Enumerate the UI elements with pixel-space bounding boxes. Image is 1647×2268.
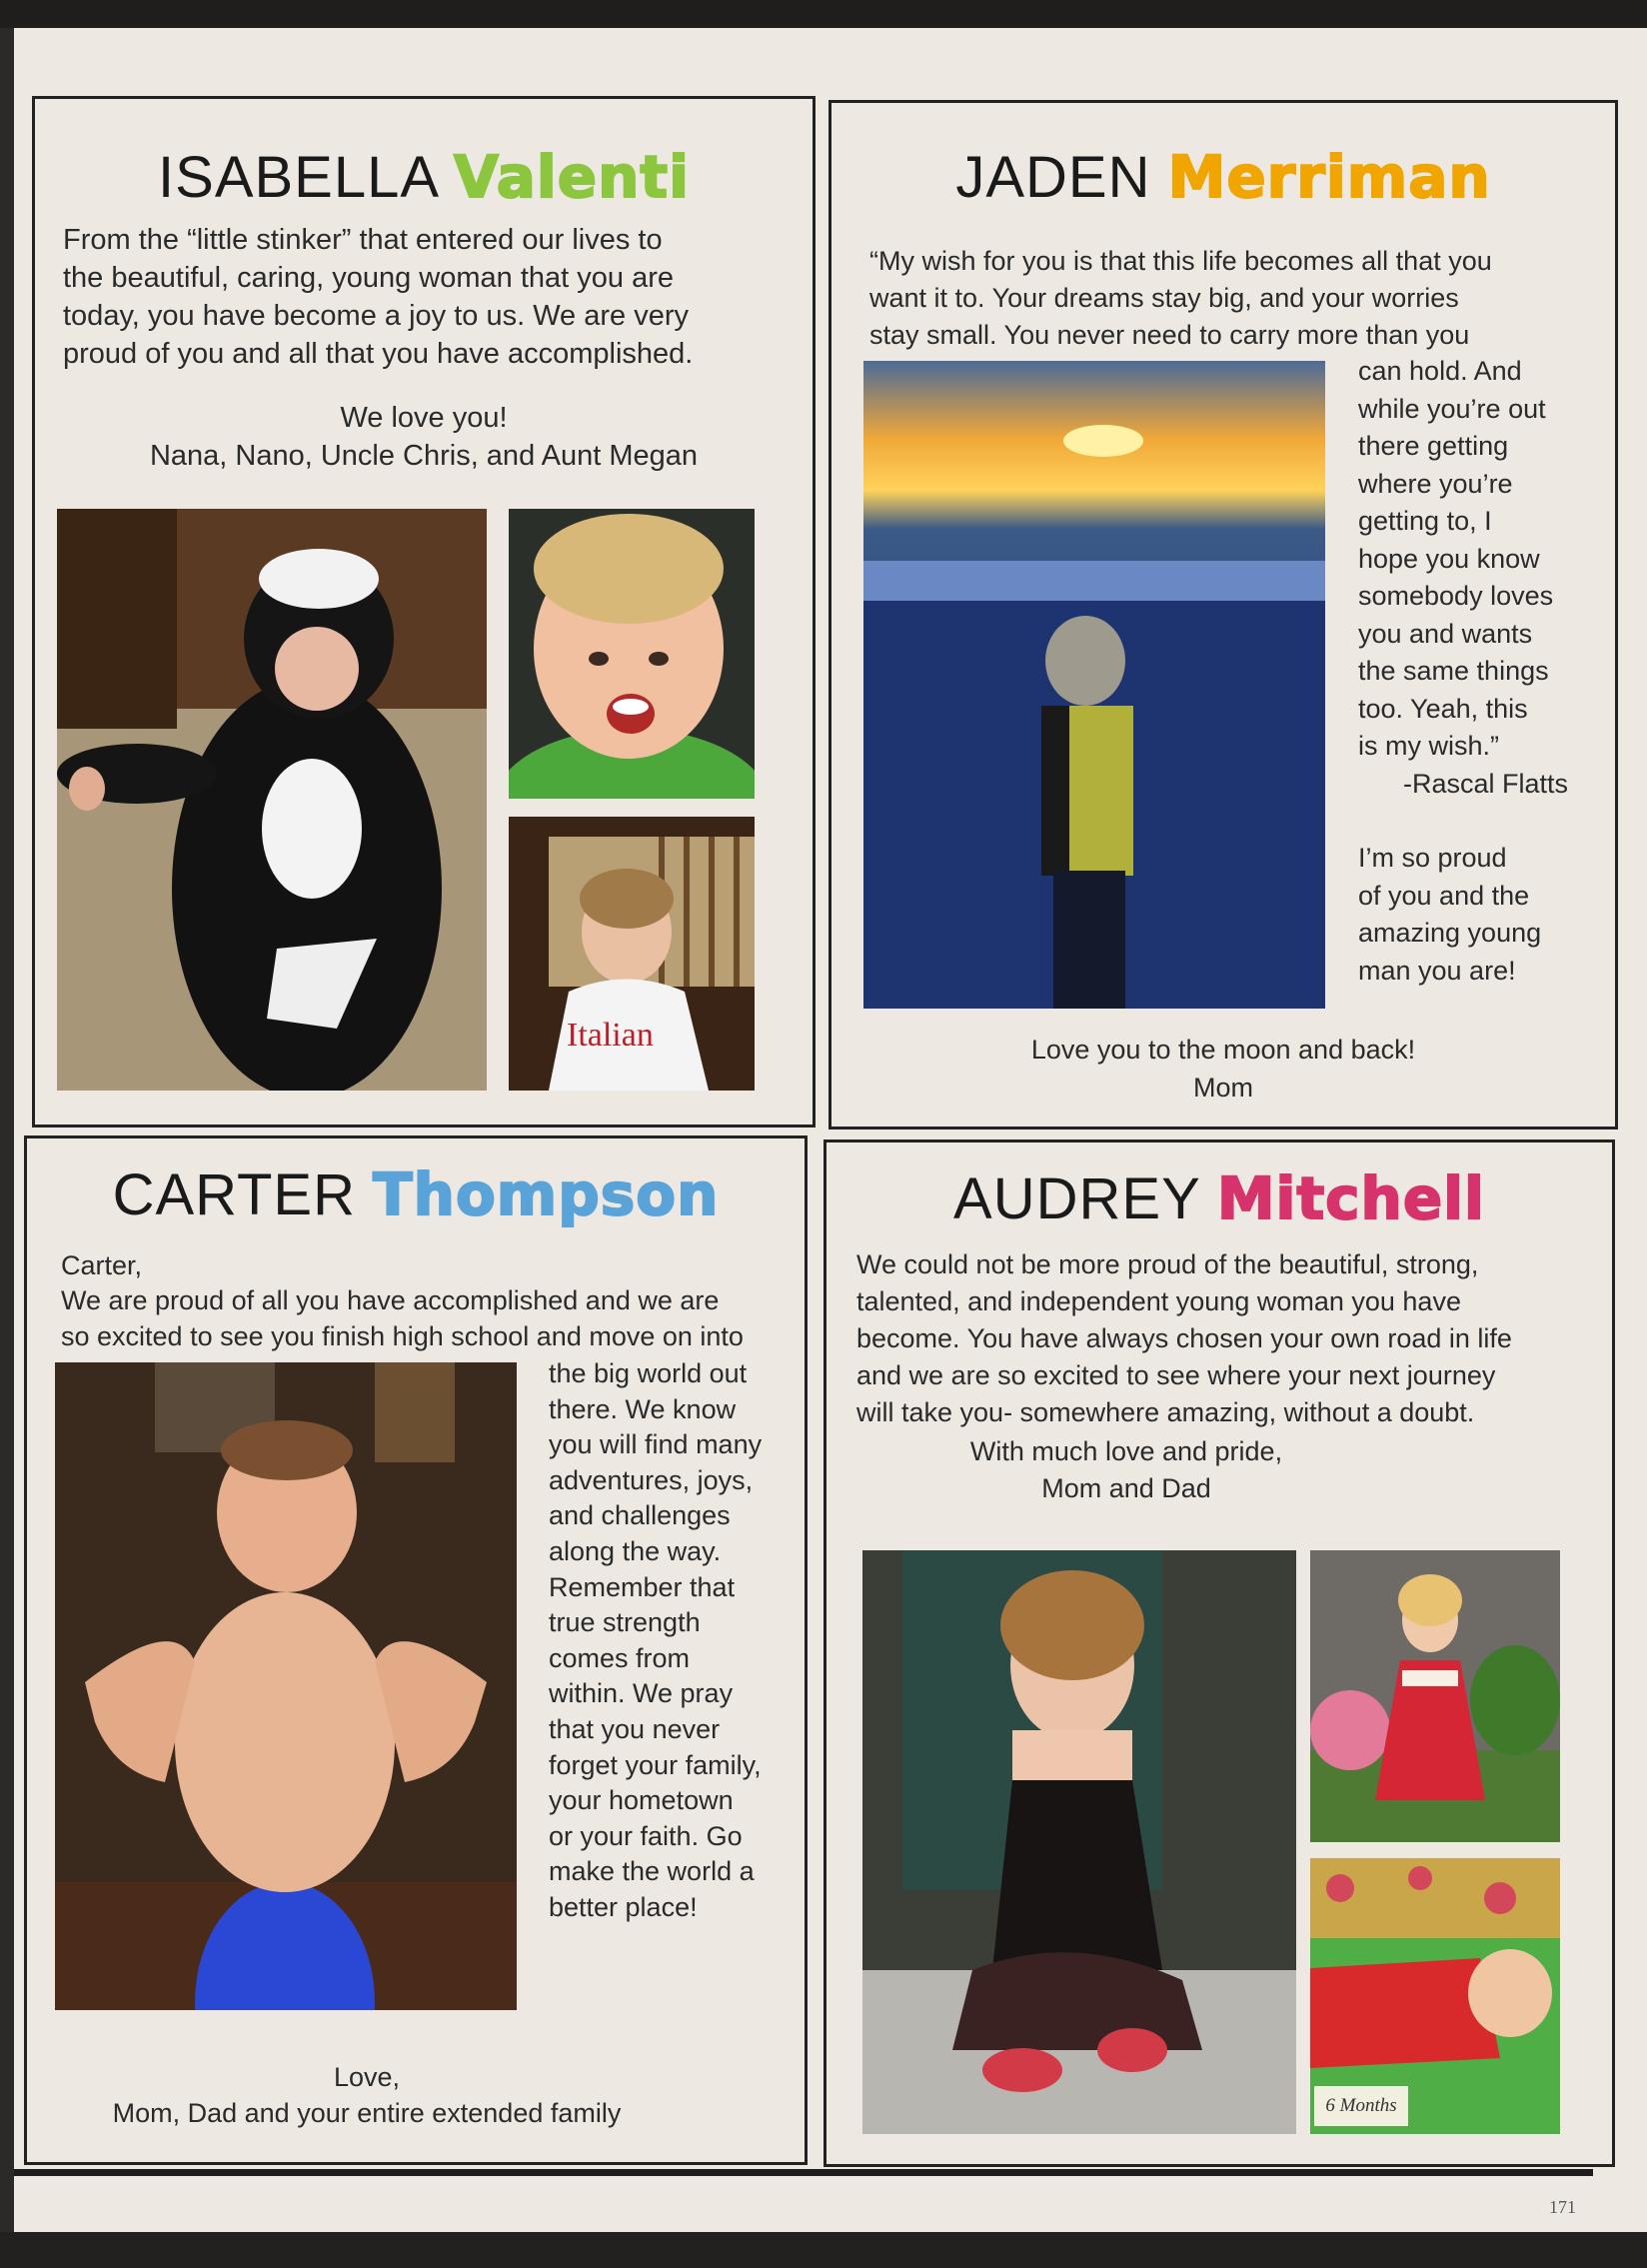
first-name: ISABELLA [158,145,437,210]
message-line: along the way. [549,1535,722,1566]
quote-line: “My wish for you is that this life becomes all that you [869,246,1492,276]
carter-greeting: Carter, [61,1250,143,1280]
isabella-panel [32,96,816,1128]
last-name: Mitchell [1216,1164,1485,1232]
page-bottom-rule [14,2169,1593,2176]
message-line: today, you have become a joy to us. We are very [63,300,689,332]
message-line: so excited to see you finish high school and move on into [61,1321,744,1351]
scan-top-edge [0,0,1647,28]
yearbook-page [14,28,1647,2232]
quote-line: you and wants [1358,618,1533,649]
isabella-message [63,221,803,373]
audrey-red-dress-photo [1310,1550,1560,1842]
shirt-text: Italian [567,1017,654,1054]
proud-line: man you are! [1358,955,1516,986]
message-line: will take you- somewhere amazing, without a doubt. [856,1397,1475,1427]
message-line: your hometown [549,1785,734,1816]
audrey-panel [824,1139,1615,2167]
isabella-skunk-costume-photo [57,509,487,1091]
isabella-closing: We love you! [340,402,508,434]
baby-photo-caption: 6 Months [1314,2086,1408,2126]
message-line: Remember that [549,1571,736,1602]
isabella-name [35,143,813,211]
proud-line: of you and the [1358,880,1530,911]
jaden-signature: Mom [1193,1073,1253,1103]
jaden-panel [828,100,1618,1130]
message-line: true strength [549,1607,701,1638]
message-line: and we are so excited to see where your next journey [856,1360,1496,1390]
audrey-senior-portrait-photo [862,1550,1296,2134]
carter-name [27,1160,805,1228]
last-name: Thompson [373,1160,720,1228]
message-line: or your faith. Go [549,1820,743,1851]
jaden-sunset-beach-photo [863,361,1325,1009]
quote-line: there getting [1358,431,1509,461]
page-number: 171 [1549,2197,1576,2217]
audrey-message [856,1246,1606,1431]
jaden-quote-side [1358,353,1598,766]
carter-signature: Mom, Dad and your entire extended family [112,2098,622,2128]
carter-closing: Love, [333,2062,401,2092]
first-name: CARTER [112,1162,356,1227]
quote-line: the same things [1358,656,1549,686]
quote-line: while you’re out [1358,393,1546,424]
message-line: there. We know [549,1393,737,1424]
carter-panel [24,1135,808,2165]
message-line: talented, and independent young woman you have [856,1286,1461,1316]
quote-line: getting to, I [1358,506,1492,536]
message-line: within. We pray [549,1678,734,1709]
audrey-signature: Mom and Dad [1041,1473,1211,1503]
message-line: make the world a [549,1856,755,1887]
message-line: the beautiful, caring, young woman that you are [63,262,674,294]
first-name: JADEN [955,145,1151,210]
message-line: forget your family, [549,1749,762,1780]
isabella-italian-shirt-photo [509,817,755,1091]
carter-flexing-photo [55,1362,517,2010]
first-name: AUDREY [953,1166,1200,1231]
message-line: and challenges [549,1500,731,1531]
scan-bottom-edge [0,2232,1647,2268]
message-line: you will find many [549,1429,763,1460]
carter-message-top [61,1282,801,1354]
jaden-attribution: -Rascal Flatts [1403,769,1569,799]
isabella-toddler-photo [509,509,755,799]
quote-line: can hold. And [1358,356,1522,386]
message-line: adventures, joys, [549,1464,754,1495]
message-line: From the “little stinker” that entered our lives to [63,224,663,256]
quote-line: want it to. Your dreams stay big, and your worries [869,283,1459,313]
message-line: comes from [549,1642,691,1673]
jaden-quote-top [869,243,1609,354]
message-line: the big world out [549,1358,748,1388]
message-line: We could not be more proud of the beautiful, strong, [856,1249,1479,1279]
message-line: We are proud of all you have accomplished and we are [61,1285,720,1315]
proud-line: I’m so proud [1358,843,1507,873]
last-name: Valenti [454,143,690,211]
quote-line: stay small. You never need to carry more than you [869,320,1470,350]
quote-line: too. Yeah, this [1358,693,1528,724]
quote-line: somebody loves [1358,581,1554,611]
quote-line: hope you know [1358,543,1540,574]
audrey-name [826,1164,1612,1232]
audrey-closing: With much love and pride, [969,1436,1283,1466]
jaden-closing: Love you to the moon and back! [1030,1035,1416,1065]
carter-message-side [549,1356,799,1926]
isabella-signature: Nana, Nano, Uncle Chris, and Aunt Megan [149,440,699,472]
message-line: proud of you and all that you have accomplished. [63,338,694,370]
proud-line: amazing young [1358,918,1542,948]
quote-line: where you’re [1358,468,1513,499]
message-line: that you never [549,1713,721,1744]
message-line: become. You have always chosen your own road in life [856,1323,1512,1353]
quote-line: is my wish.” [1358,731,1499,761]
last-name: Merriman [1167,143,1491,211]
audrey-baby-photo [1310,1858,1560,2134]
scan-left-edge [0,28,14,2232]
message-line: better place! [549,1891,698,1922]
jaden-name [831,143,1615,211]
jaden-proud-message [1358,840,1598,990]
